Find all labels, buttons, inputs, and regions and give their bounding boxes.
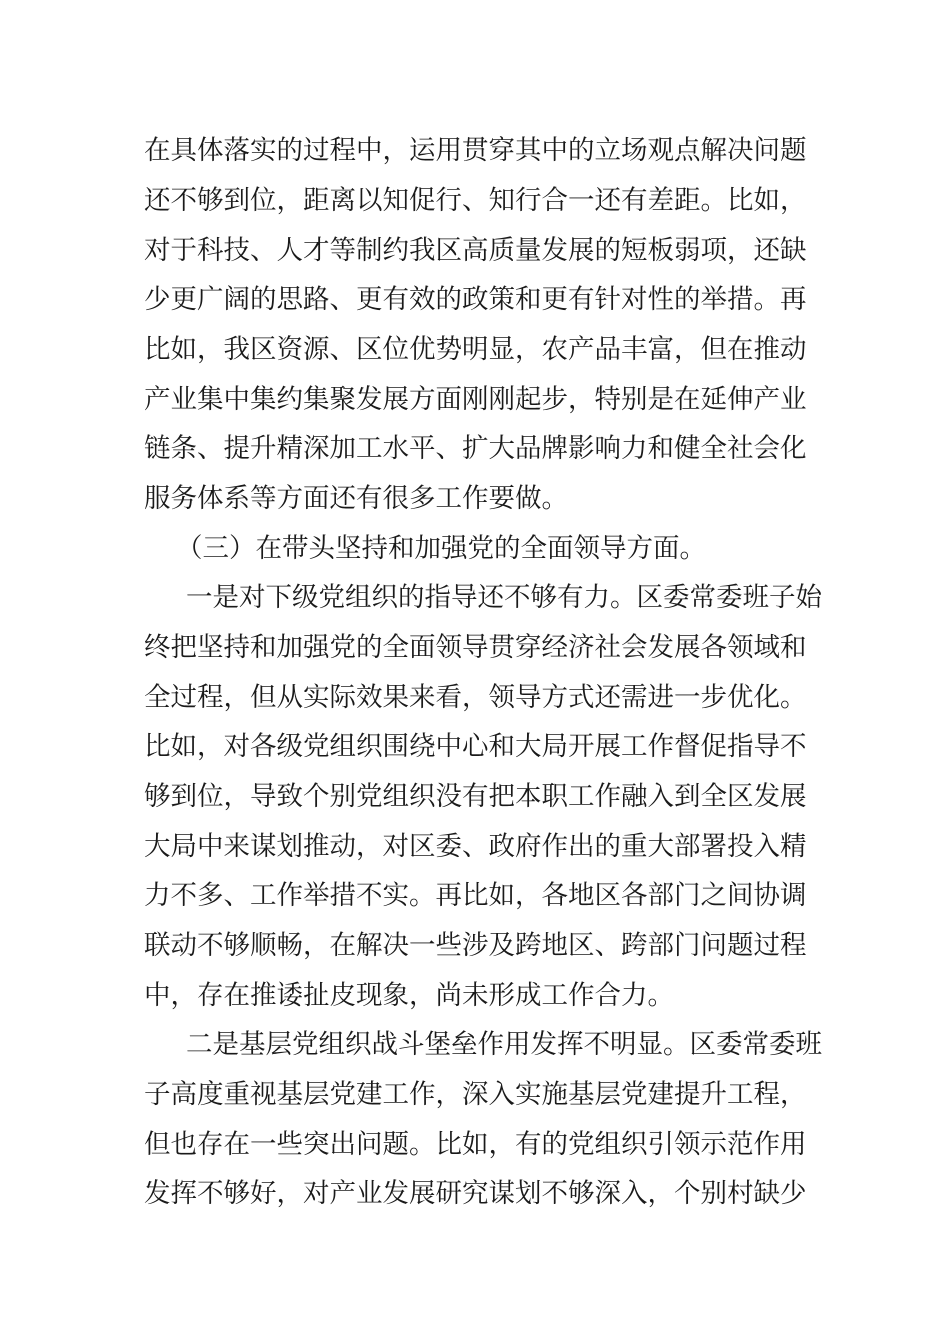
text-line: 但也存在一些突出问题。比如，有的党组织引领示范作用 [144, 1129, 807, 1160]
text-line: 中，存在推诿扯皮现象，尚未形成工作合力。 [144, 980, 674, 1011]
text-line: 产业集中集约集聚发展方面刚刚起步，特别是在延伸产业 [144, 384, 807, 415]
paragraph-start-line: 二是基层党组织战斗堡垒作用发挥不明显。区委常委班 [186, 1029, 822, 1060]
text-line: 在具体落实的过程中，运用贯穿其中的立场观点解决问题 [144, 135, 807, 166]
text-line: 大局中来谋划推动，对区委、政府作出的重大部署投入精 [144, 831, 807, 862]
paragraph-start-line: 一是对下级党组织的指导还不够有力。区委常委班子始 [186, 582, 822, 613]
text-line: 够到位，导致个别党组织没有把本职工作融入到全区发展 [144, 781, 807, 812]
text-line: 还不够到位，距离以知促行、知行合一还有差距。比如， [144, 185, 807, 216]
text-line: 力不多、工作举措不实。再比如，各地区各部门之间协调 [144, 880, 807, 911]
text-line: 比如，我区资源、区位优势明显，农产品丰富，但在推动 [144, 334, 807, 365]
text-line: 联动不够顺畅，在解决一些涉及跨地区、跨部门问题过程 [144, 930, 807, 961]
text-line: 服务体系等方面还有很多工作要做。 [144, 483, 568, 514]
text-line: 链条、提升精深加工水平、扩大品牌影响力和健全社会化 [144, 433, 807, 464]
text-line: 发挥不够好，对产业发展研究谋划不够深入，个别村缺少 [144, 1178, 807, 1209]
text-line: 全过程，但从实际效果来看，领导方式还需进一步优化。 [144, 682, 807, 713]
text-line: 对于科技、人才等制约我区高质量发展的短板弱项，还缺 [144, 235, 807, 266]
text-line: 终把坚持和加强党的全面领导贯穿经济社会发展各领域和 [144, 632, 807, 663]
text-line: 少更广阔的思路、更有效的政策和更有针对性的举措。再 [144, 284, 807, 315]
section-heading: （三）在带头坚持和加强党的全面领导方面。 [176, 533, 706, 564]
text-line: 子高度重视基层党建工作，深入实施基层党建提升工程， [144, 1079, 807, 1110]
text-line: 比如，对各级党组织围绕中心和大局开展工作督促指导不 [144, 731, 807, 762]
